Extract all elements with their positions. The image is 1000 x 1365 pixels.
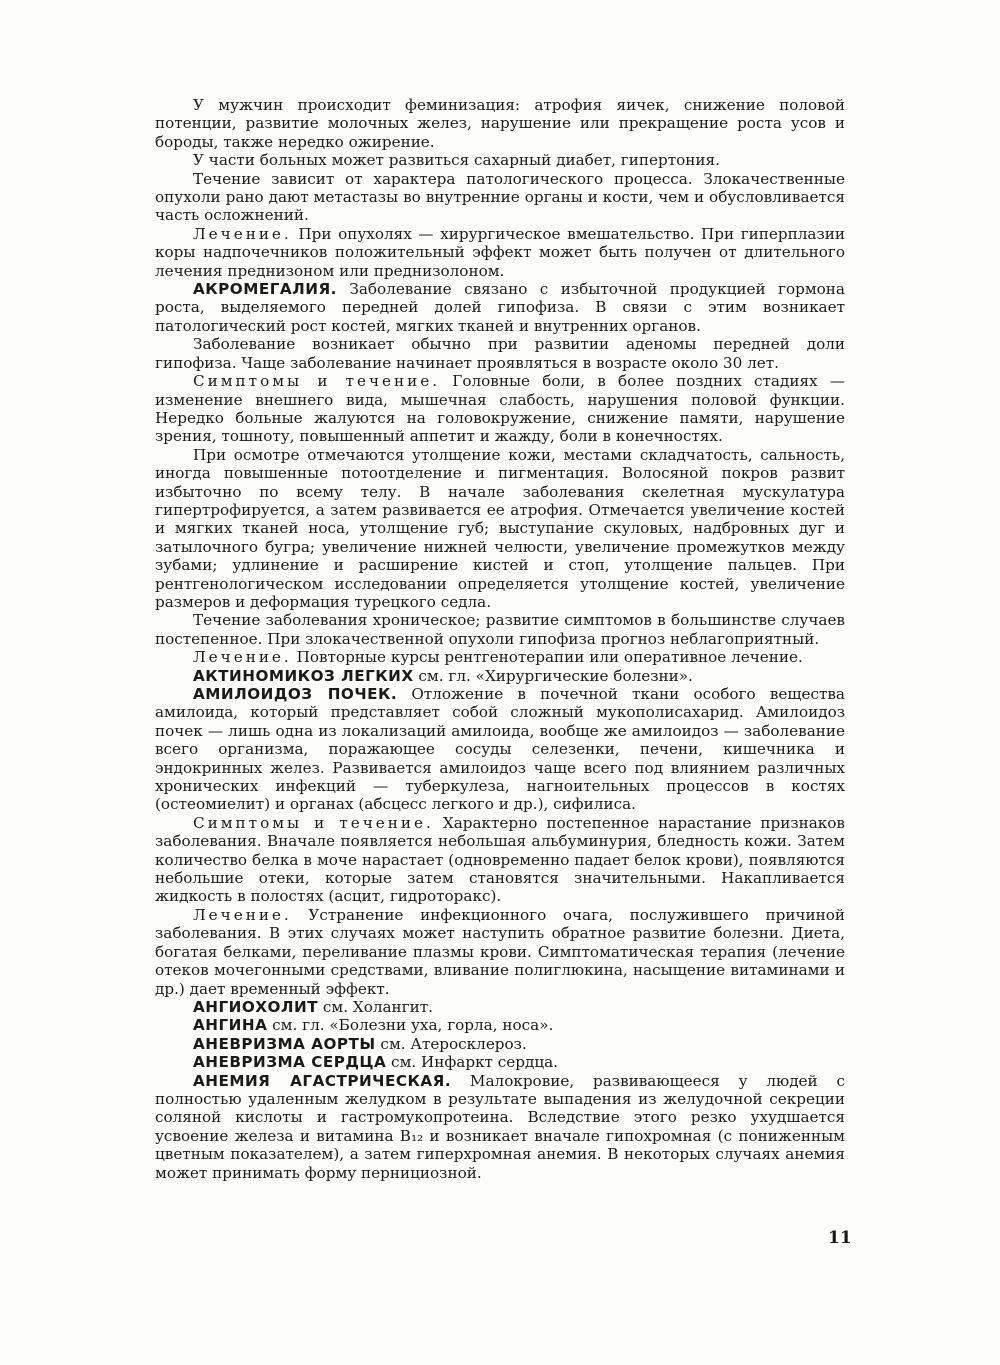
paragraph xyxy=(155,685,845,814)
paragraph: Течение зависит от характера патологического процесса. Злокачественные опухоли рано дают метастазы во внутренние органы и кости, чем и обусловливается часть осложнений. xyxy=(155,169,845,225)
paragraph-text: Заболевание связано с избыточной продукцией гормона роста, выделяемого передней долей гипофиза. В связи с этим возникает патологический рост костей, мягких тканей и внутренних органов. xyxy=(155,280,845,335)
paragraph-text: см. гл. «Болезни уха, горла, носа». xyxy=(267,1016,554,1035)
paragraph xyxy=(155,1053,845,1071)
paragraph-text: см. Атеросклероз. xyxy=(375,1034,527,1053)
paragraph-text: Повторные курсы рентгенотерапии или оперативное лечение. xyxy=(291,648,803,667)
paragraph xyxy=(155,1072,845,1182)
section-label: Лечение. xyxy=(193,224,292,243)
entry-heading: АКРОМЕГАЛИЯ. xyxy=(193,280,337,299)
paragraph xyxy=(155,372,845,446)
entry-heading: АНЕВРИЗМА СЕРДЦА xyxy=(193,1053,387,1072)
section-label: Симптомы и течение. xyxy=(193,813,434,832)
paragraph-text: см. гл. «Хирургические болезни». xyxy=(413,666,693,685)
paragraph: У мужчин происходит феминизация: атрофия яичек, снижение половой потенции, развитие молочных желез, нарушение или прекращение роста усов и бороды, также нередко ожирение. xyxy=(155,96,845,151)
paragraph xyxy=(155,998,845,1016)
paragraph: Заболевание возникает обычно при развитии аденомы передней доли гипофиза. Чаще заболевание начинает проявляться в возрасте около 30 лет. xyxy=(155,335,845,372)
paragraph-text: Характерно постепенное нарастание признаков заболевания. Вначале появляется небольшая альбуминурия, бледность кожи. Затем количество белка в моче нарастает (одновременно падает белок крови), появляются небольшие отеки, которые затем становятся значительными. Накапливается жидкость в полостях (асцит, гидроторакс). xyxy=(155,813,845,906)
paragraph-text: см. Инфаркт сердца. xyxy=(386,1053,559,1072)
paragraph xyxy=(155,667,845,685)
section-label: Симптомы и течение. xyxy=(193,372,441,391)
paragraph xyxy=(155,280,845,335)
paragraph-text: Устранение инфекционного очага, послужившего причиной заболевания. В этих случаях может наступить обратное развитие болезни. Диета, богатая белками, переливание плазмы крови. Симптоматическая терапия (лечение отеков мочегонными средствами, вливание полиглюкина, насыщение витаминами и др.) дает временный эффект. xyxy=(155,905,845,998)
paragraph-text: Отложение в почечной ткани особого вещества амилоида, который представляет собой сложный мукополисахарид. Амилоидоз почек — лишь одна из локализаций амилоида, вообще же амилоидоз — заболевание всего организма, поражающее сосуды селезенки, печени, кишечника и эндокринных желез. Развивается амилоидоз чаще всего под влиянием различных хронических инфекций — туберкулеза, нагноительных процессов в костях (остеомиелит) и органах (абсцесс легкого и др.), сифилиса. xyxy=(155,685,845,814)
entry-heading: АНЕВРИЗМА АОРТЫ xyxy=(193,1034,376,1053)
entry-heading: АНГИОХОЛИТ xyxy=(193,997,319,1016)
paragraph-text: Малокровие, развивающееся у людей с полностью удаленным желудком в результате выпадения из желудочной секреции соляной кислоты и гастромукопротеина. Вследствие этого резко ухудшается усвоение железа и витамина B₁₂ и возникает вначале гипохромная (с пониженным цветным показателем), а затем гиперхромная анемия. В некоторых случаях анемия может принимать форму пернициозной. xyxy=(155,1071,845,1182)
paragraph: Течение заболевания хроническое; развитие симптомов в большинстве случаев постепенное. При злокачественной опухоли гипофиза прогноз неблагоприятный. xyxy=(155,611,845,648)
paragraph: У части больных может развиться сахарный диабет, гипертония. xyxy=(193,151,720,170)
paragraph-text: см. Холангит. xyxy=(318,997,433,1016)
paragraph xyxy=(155,225,845,280)
paragraph: При осмотре отмечаются утолщение кожи, местами складчатость, сальность, иногда повышенные потоотделение и пигментация. Волосяной покров развит избыточно по всему телу. В начале заболевания скелетная мускулатура гипертрофируется, а затем развивается ее атрофия. Отмечается увеличение костей и мягких тканей носа, утолщение губ; выступание скуловых, надбровных дуг и затылочного бугра; увеличение нижней челюсти, увеличение промежутков между зубами; удлинение и расширение кистей и стоп, утолщение пальцев. При рентгенологическом исследовании определяется утолщение костей, увеличение размеров и деформация турецкого седла. xyxy=(155,445,845,611)
paragraph-text: Головные боли, в более поздних стадиях — изменение внешнего вида, мышечная слабость, нарушения половой функции. Нередко больные жалуются на головокружение, снижение памяти, нарушение зрения, тошноту, повышенный аппетит и жажду, боли в конечностях. xyxy=(155,372,845,446)
entry-heading: АКТИНОМИКОЗ ЛЕГКИХ xyxy=(193,666,414,685)
section-label: Лечение. xyxy=(193,648,292,667)
paragraph xyxy=(155,906,845,998)
paragraph xyxy=(155,1016,845,1034)
paragraph xyxy=(155,814,845,906)
paragraph-text: При опухолях — хирургическое вмешательство. При гиперплазии коры надпочечников положительный эффект может быть получен от длительного лечения преднизоном или преднизолоном. xyxy=(155,224,845,280)
page-number: 11 xyxy=(828,1228,852,1248)
section-label: Лечение. xyxy=(193,905,292,924)
page-body xyxy=(155,96,845,1182)
entry-heading: АНГИНА xyxy=(193,1016,268,1035)
entry-heading: АМИЛОИДОЗ ПОЧЕК. xyxy=(193,685,398,703)
paragraph xyxy=(155,1035,845,1053)
paragraph xyxy=(155,648,845,666)
entry-heading: АНЕМИЯ АГАСТРИЧЕСКАЯ. xyxy=(193,1071,452,1090)
